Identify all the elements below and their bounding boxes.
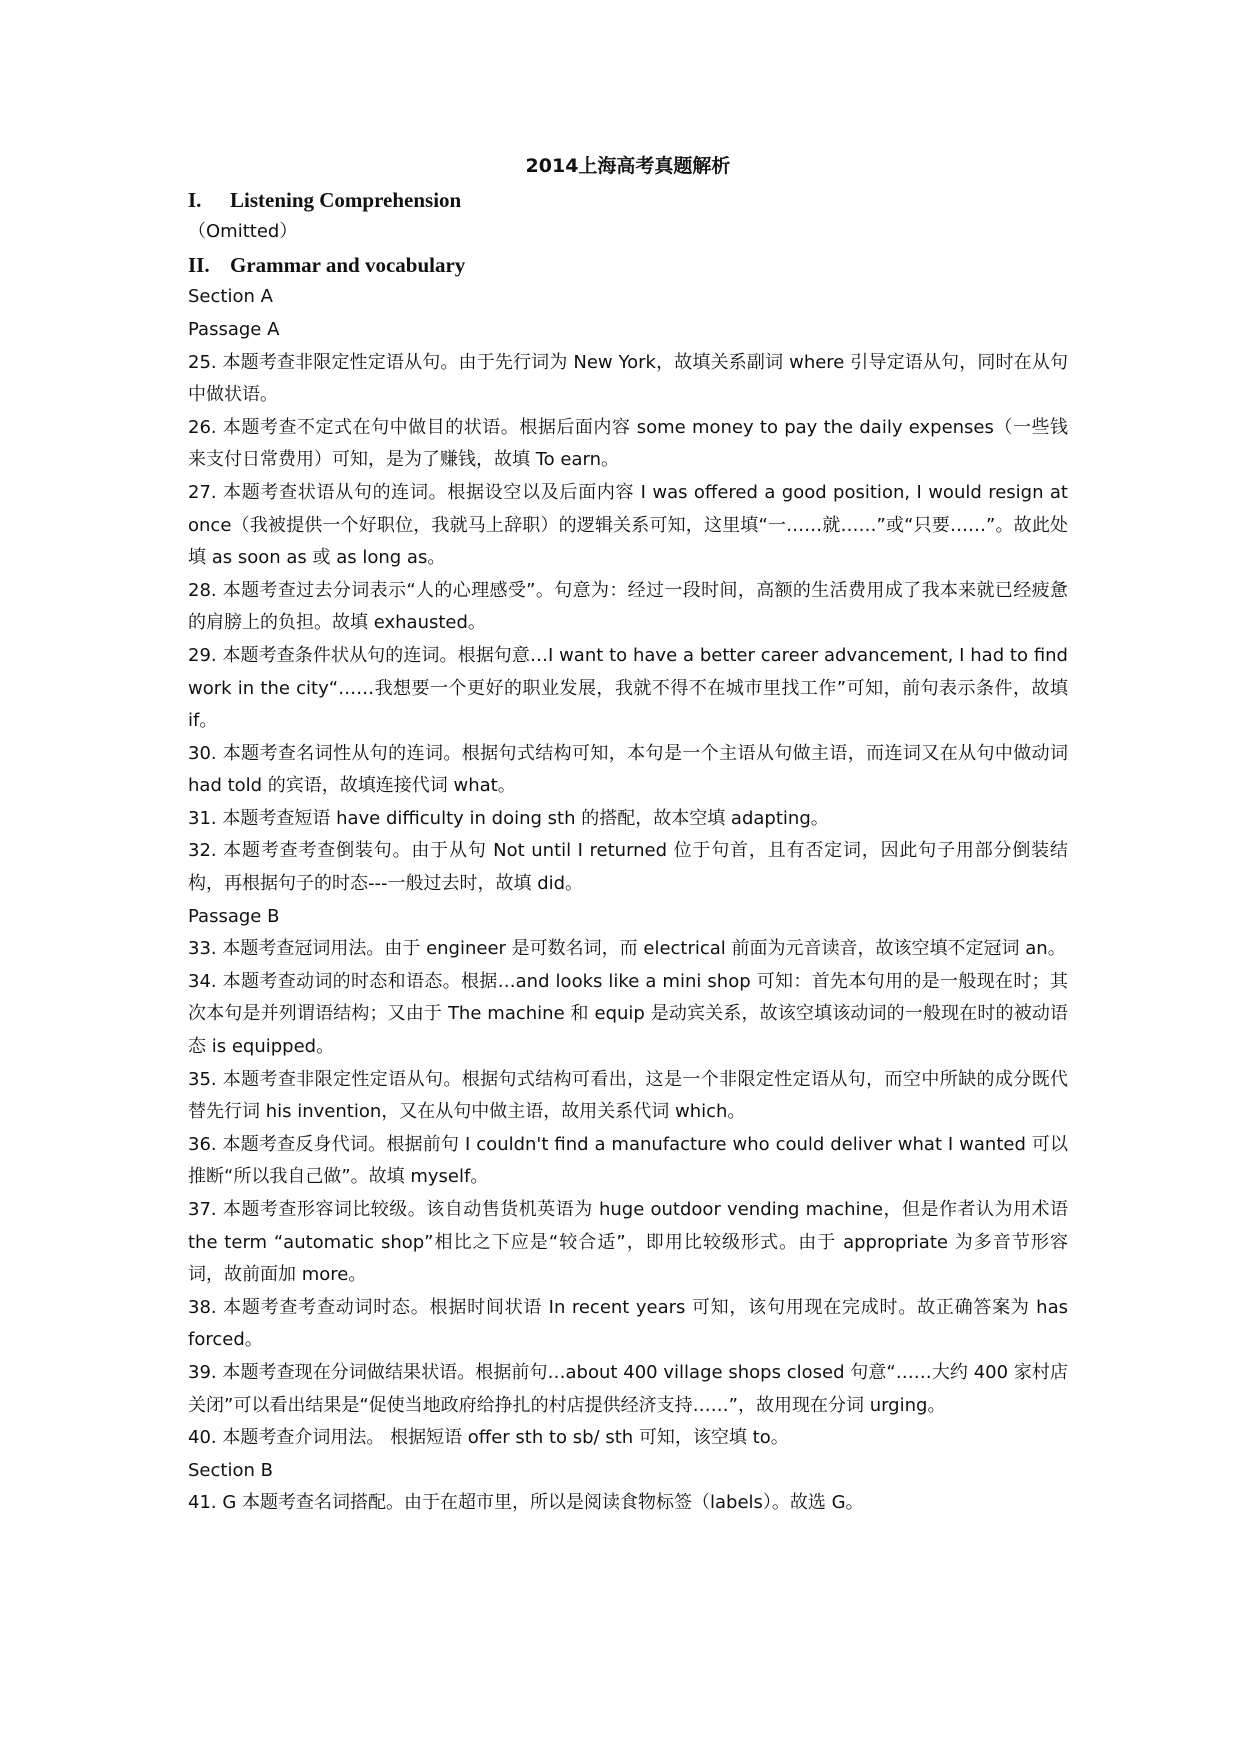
answer-30: 30. 本题考查名词性从句的连词。根据句式结构可知，本句是一个主语从句做主语，而连词又在从句中做动词 had told 的宾语，故填连接代词 what。	[188, 742, 1068, 797]
section-heading-listening	[188, 184, 1068, 217]
answer-41: 41. G 本题考查名词搭配。由于在超市里，所以是阅读食物标签（labels）。故选 G。	[188, 1492, 864, 1514]
section-heading-grammar	[188, 249, 1068, 282]
answer-37: 37. 本题考查形容词比较级。该自动售货机英语为 huge outdoor vending machine，但是作者认为用术语 the term “automatic shop”相比之下应是“较合适”，即用比较级形式。由于 appropriate 为多音节形容词，故前面加 more。	[188, 1199, 1068, 1286]
heading-number: I.	[188, 187, 202, 212]
heading-text: Listening Comprehension	[230, 187, 462, 212]
answer-35: 35. 本题考查非限定性定语从句。根据句式结构可看出，这是一个非限定性定语从句，而空中所缺的成分既代替先行词 his invention，又在从句中做主语，故用关系代词 which。	[188, 1068, 1068, 1123]
subsection-label: Section A	[188, 286, 273, 308]
answer-29: 29. 本题考查条件状从句的连词。根据句意…I want to have a better career advancement, I had to find work in the city“……我想要一个更好的职业发展，我就不得不在城市里找工作”可知，前句表示条件，故填 if。	[188, 644, 1068, 732]
document-page	[188, 150, 1068, 1520]
answer-40: 40. 本题考查介词用法。 根据短语 offer sth to sb/ sth 可知，该空填 to。	[188, 1427, 789, 1449]
answer-27: 27. 本题考查状语从句的连词。根据设空以及后面内容 I was offered a good position, I would resign at once（我被提供一个好职位，我就马上辞职）的逻辑关系可知，这里填“一……就……”或“只要……”。故此处填 as soon as 或 as long as。	[188, 481, 1068, 569]
passage-label: Passage B	[188, 905, 280, 927]
answer-34: 34. 本题考查动词的时态和语态。根据…and looks like a mini shop 可知：首先本句用的是一般现在时；其次本句是并列谓语结构；又由于 The machine 和 equip 是动宾关系，故该空填该动词的一般现在时的被动语态 is equipped。	[188, 970, 1068, 1058]
page-title: 2014上海高考真题解析	[525, 155, 731, 177]
answer-36: 36. 本题考查反身代词。根据前句 I couldn't find a manufacture who could deliver what I wanted 可以推断“所以我自己做”。故填 myself。	[188, 1133, 1068, 1188]
heading-text: Grammar and vocabulary	[230, 252, 466, 277]
heading-number: II.	[188, 252, 210, 277]
answer-25: 25. 本题考查非限定性定语从句。由于先行词为 New York，故填关系副词 where 引导定语从句，同时在从句中做状语。	[188, 351, 1068, 406]
answer-26: 26. 本题考查不定式在句中做目的状语。根据后面内容 some money to pay the daily expenses（一些钱来支付日常费用）可知，是为了赚钱，故填 To earn。	[188, 416, 1068, 471]
answer-31: 31. 本题考查短语 have difficulty in doing sth 的搭配，故本空填 adapting。	[188, 807, 829, 829]
subsection-label: Section B	[188, 1459, 273, 1481]
answer-28: 28. 本题考查过去分词表示“人的心理感受”。句意为：经过一段时间，高额的生活费用成了我本来就已经疲惫的肩膀上的负担。故填 exhausted。	[188, 579, 1068, 634]
passage-label: Passage A	[188, 318, 280, 340]
answer-33: 33. 本题考查冠词用法。由于 engineer 是可数名词，而 electrical 前面为元音读音，故该空填不定冠词 an。	[188, 938, 1066, 960]
omitted-note: （Omitted）	[188, 221, 298, 243]
answer-39: 39. 本题考查现在分词做结果状语。根据前句…about 400 village shops closed 句意“……大约 400 家村店关闭”可以看出结果是“促使当地政府给挣扎的村店提供经济支持……”，故用现在分词 urging。	[188, 1361, 1068, 1416]
answer-32: 32. 本题考查考查倒装句。由于从句 Not until I returned 位于句首，且有否定词，因此句子用部分倒装结构，再根据句子的时态---一般过去时，故填 did。	[188, 840, 1068, 895]
answer-38: 38. 本题考查考查动词时态。根据时间状语 In recent years 可知，该句用现在完成时。故正确答案为 has forced。	[188, 1296, 1068, 1351]
